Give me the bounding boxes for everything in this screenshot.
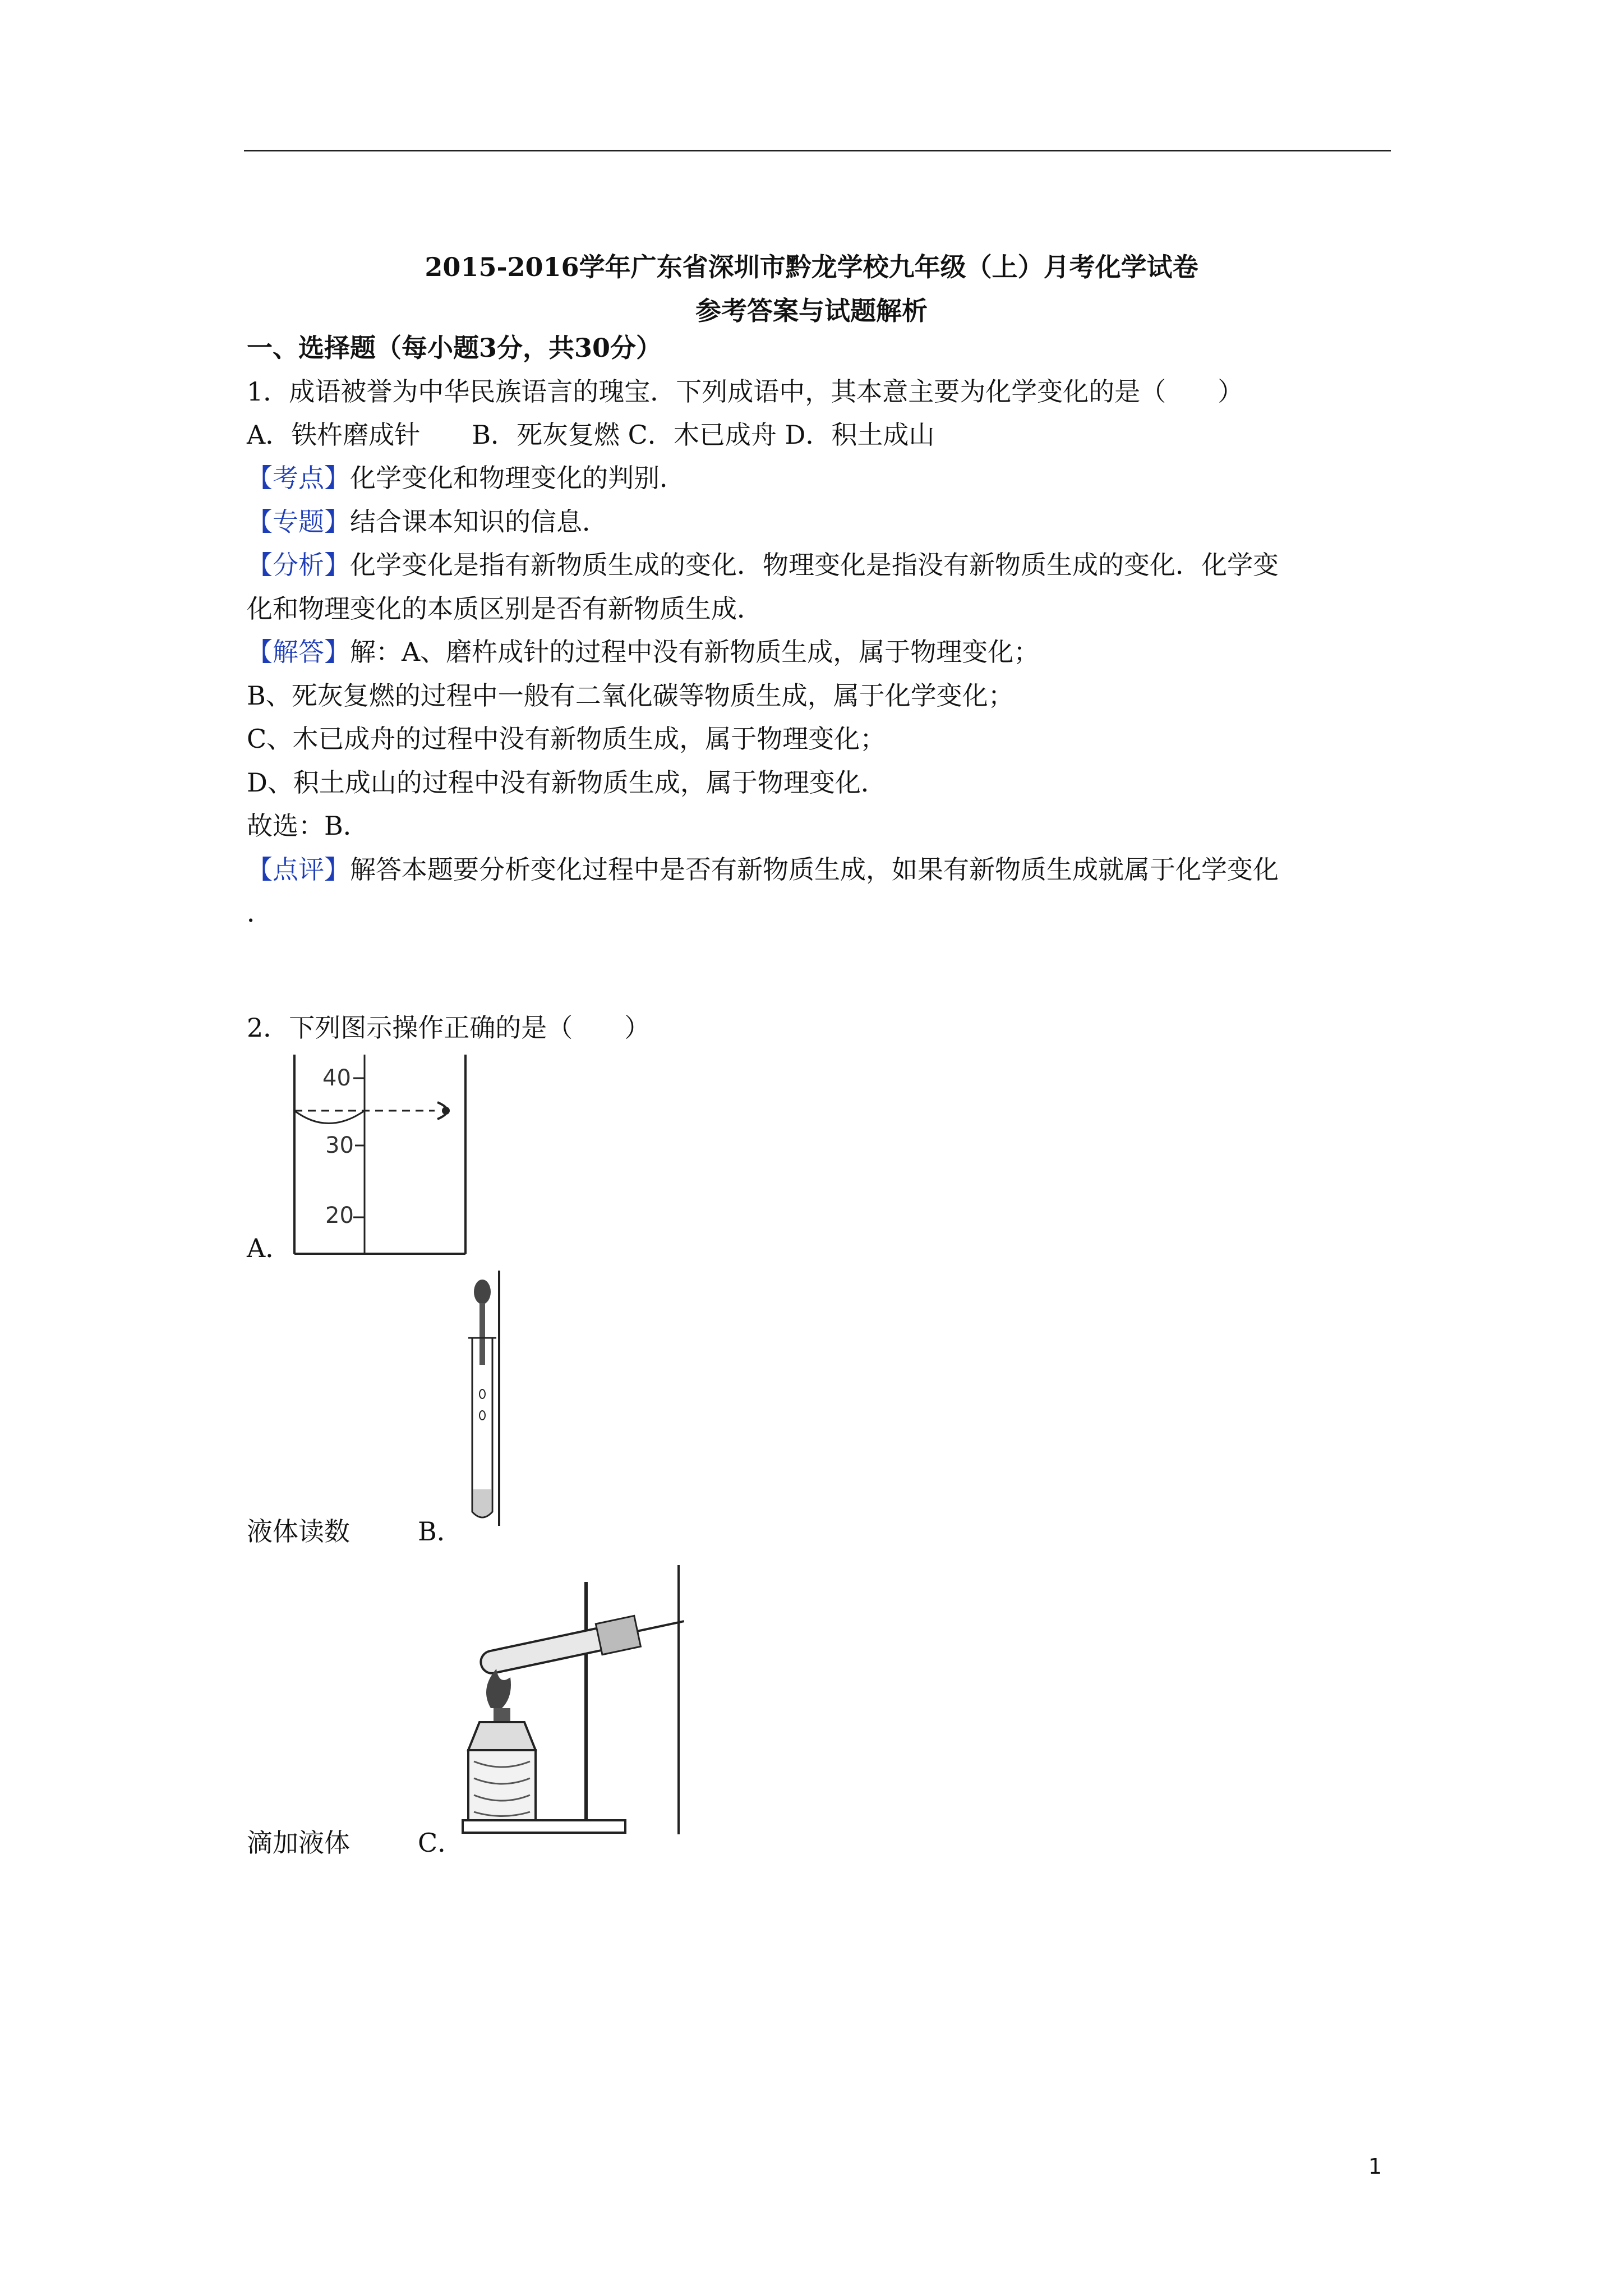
q1-kaodian — [247, 461, 685, 495]
section-heading: 一、选择题（每小题3分，共30分） — [247, 333, 662, 363]
jieda-text-2: B、死灰复燃的过程中一般有二氧化碳等物质生成，属于化学变化； — [247, 680, 1014, 711]
q1-dianping — [247, 853, 1279, 886]
zhuanti-text: 结合课本知识的信息． — [350, 507, 608, 537]
document-title: 2015-2016学年广东省深圳市黔龙学校九年级（上）月考化学试卷 — [425, 252, 1198, 282]
tick-label-20: 20 — [325, 1203, 354, 1228]
q1-answer: 故选：B． — [247, 811, 369, 841]
figure-a-cylinder-reading — [289, 1055, 474, 1257]
kaodian-text: 化学变化和物理变化的判别． — [350, 463, 685, 493]
q1-options: A．铁杵磨成针 B．死灰复燃 C．木已成舟 D．积土成山 — [247, 420, 935, 450]
jieda-text-4: D、积土成山的过程中没有新物质生成，属于物理变化． — [247, 767, 887, 798]
dianping-text-2: ． — [247, 898, 273, 928]
zhuanti-tag: 【专题】 — [247, 507, 350, 537]
kaodian-tag: 【考点】 — [247, 463, 350, 493]
figure-b-dropping-liquid — [460, 1271, 510, 1529]
alcohol-lamp — [468, 1722, 536, 1750]
page-number: 1 — [1368, 2154, 1382, 2179]
q1-stem: 1．成语被誉为中华民族语言的瑰宝．下列成语中，其本意主要为化学变化的是（ ） — [247, 376, 1244, 407]
fenxi-text-1: 化学变化是指有新物质生成的变化．物理变化是指没有新物质生成的变化．化学变 — [350, 550, 1279, 580]
option-c-label: C． — [418, 1828, 464, 1858]
flame-icon — [486, 1669, 511, 1708]
tick-label-30: 30 — [325, 1133, 354, 1158]
dropper-bulb — [474, 1280, 491, 1304]
stand-base — [463, 1820, 625, 1833]
option-a-label: A． — [247, 1233, 292, 1263]
jieda-text-3: C、木已成舟的过程中没有新物质生成，属于物理变化； — [247, 724, 886, 754]
option-b-label: B． — [418, 1516, 463, 1547]
q1-jieda — [247, 635, 1039, 669]
dianping-tag: 【点评】 — [247, 854, 350, 885]
header-rule — [244, 150, 1391, 151]
option-a-caption: 液体读数 — [247, 1516, 350, 1547]
clamp — [596, 1616, 640, 1654]
q1-zhuanti — [247, 505, 608, 539]
tick-label-40: 40 — [322, 1065, 351, 1091]
wood-block — [468, 1750, 536, 1820]
fenxi-tag: 【分析】 — [247, 550, 350, 580]
jieda-text-1: 解：A、磨杵成针的过程中没有新物质生成，属于物理变化； — [350, 637, 1040, 667]
q2-stem: 2．下列图示操作正确的是（ ） — [247, 1013, 651, 1043]
dianping-text-1: 解答本题要分析变化过程中是否有新物质生成，如果有新物质生成就属于化学变化 — [350, 854, 1279, 885]
figure-c-heating-test-tube — [457, 1565, 687, 1837]
q1-fenxi — [247, 548, 1279, 582]
fenxi-text-2: 化和物理变化的本质区别是否有新物质生成． — [247, 593, 763, 624]
option-b-caption: 滴加液体 — [247, 1828, 350, 1858]
jieda-tag: 【解答】 — [247, 637, 350, 667]
document-subtitle: 参考答案与试题解析 — [695, 296, 928, 326]
